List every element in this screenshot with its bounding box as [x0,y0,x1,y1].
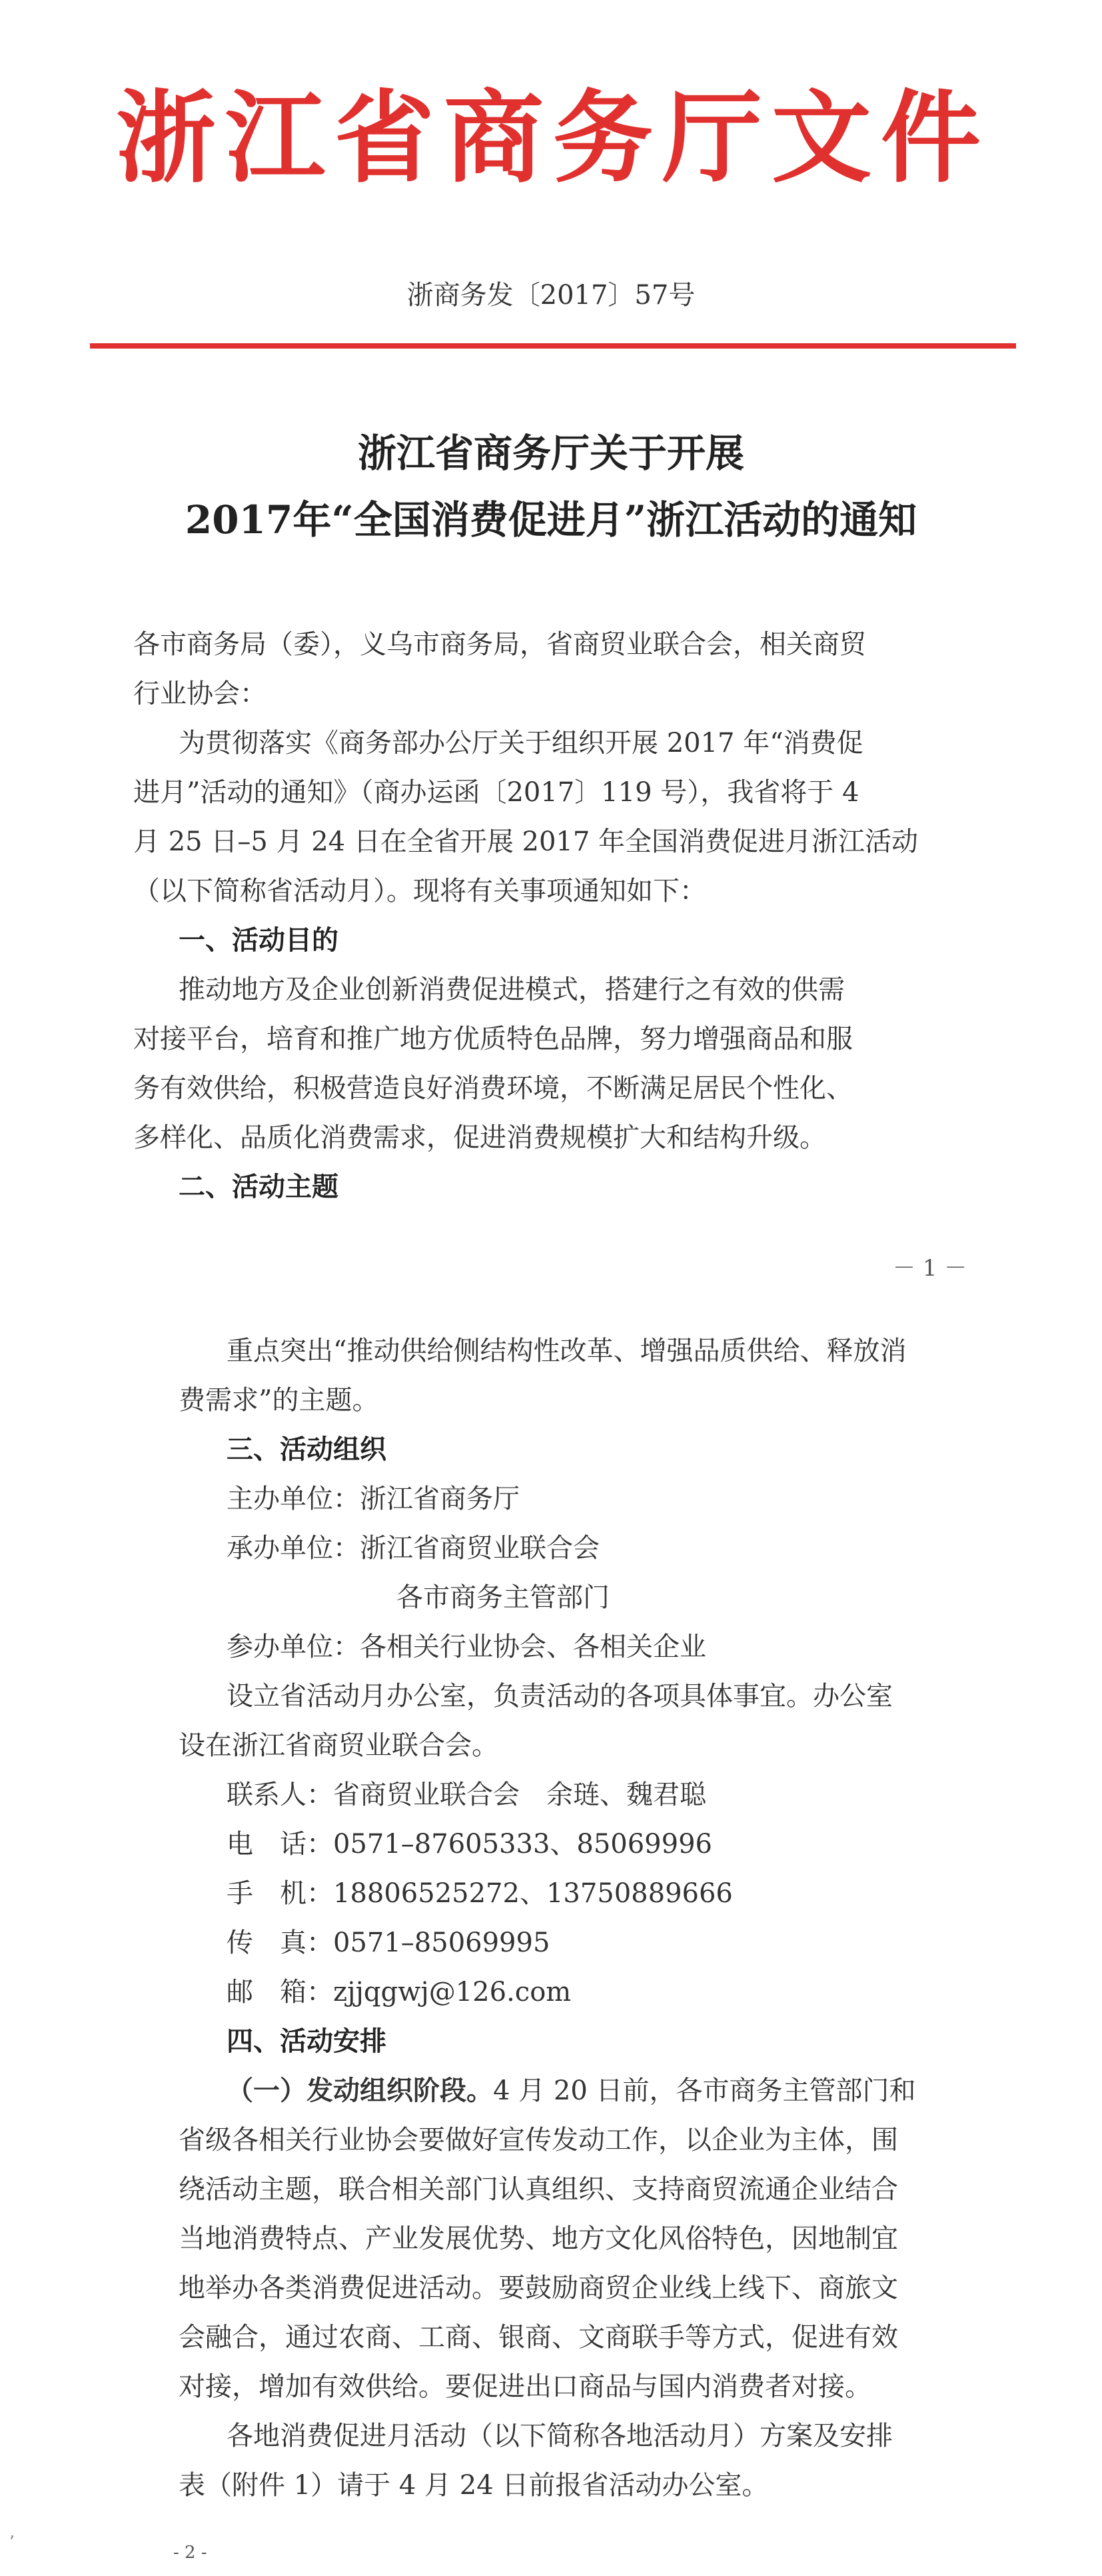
salutation-line-2: 行业协会： [133,678,267,709]
page-number-1: － 1 － [893,1255,967,1282]
plan-paragraph-line: 表（附件 1）请于 4 月 24 日前报省活动办公室。 [179,2470,769,2501]
theme-paragraph-line: 费需求”的主题。 [179,1385,379,1416]
purpose-paragraph-line: 对接平台，培育和推广地方优质特色品牌，努力增强商品和服 [133,1024,853,1054]
section-heading-theme: 二、活动主题 [179,1171,338,1202]
stage1-paragraph-line: 对接，增加有效供给。要促进出口商品与国内消费者对接。 [179,2371,871,2402]
notice-title-line-2: 2017年“全国消费促进月”浙江活动的通知 [185,497,917,543]
intro-paragraph-line: （以下简称省活动月）。现将有关事项通知如下： [133,876,706,906]
stage1-paragraph-line: 地举办各类消费促进活动。要鼓励商贸企业线上线下、商旅文 [179,2273,898,2303]
header-red-divider [90,343,1016,349]
intro-paragraph-line: 为贯彻落实《商务部办公厅关于组织开展 2017 年“消费促 [179,728,863,758]
contact-mobile: 手 机：18806525272、13750889666 [227,1878,733,1909]
document-page-2 [0,1266,1102,2576]
document-header-title: 浙江省商务厅文件 [115,81,990,197]
section-heading-organization: 三、活动组织 [227,1434,386,1465]
office-paragraph-line: 设在浙江省商贸业联合会。 [179,1730,498,1761]
purpose-paragraph-line: 多样化、品质化消费需求，促进消费规模扩大和结构升级。 [133,1122,826,1153]
stage1-paragraph-line: 绕活动主题，联合相关部门认真组织、支持商贸流通企业结合 [179,2174,898,2205]
contact-person: 联系人：省商贸业联合会 余琏、魏君聪 [227,1780,706,1810]
participant-units: 参办单位：各相关行业协会、各相关企业 [227,1632,706,1662]
intro-paragraph-line: 进月”活动的通知》（商办运函〔2017〕119 号），我省将于 4 [133,777,859,808]
intro-paragraph-line: 月 25 日–5 月 24 日在全省开展 2017 年全国消费促进月浙江活动 [133,826,919,857]
contact-fax: 传 真：0571–85069995 [227,1928,550,1958]
contact-email: 邮 箱：zjjqgwj@126.com [227,1977,572,2007]
margin-mark: ’ [9,2533,15,2551]
stage1-first-text: 4 月 20 日前，各市商务主管部门和 [493,2075,916,2106]
stage1-paragraph-line: 会融合，通过农商、工商、银商、文商联手等方式，促进有效 [179,2322,898,2353]
document-page-1 [0,0,1102,1282]
organizer-unit: 承办单位：浙江省商贸业联合会 [227,1533,600,1564]
contact-phone: 电 话：0571–87605333、85069996 [227,1829,712,1860]
stage1-paragraph-line [227,2066,916,2115]
stage1-heading: （一）发动组织阶段。 [227,2075,493,2106]
host-unit: 主办单位：浙江省商务厅 [227,1484,520,1514]
purpose-paragraph-line: 推动地方及企业创新消费促进模式，搭建行之有效的供需 [179,974,845,1005]
page-number-2: - 2 - [173,2543,207,2563]
theme-paragraph-line: 重点突出“推动供给侧结构性改革、增强品质供给、释放消 [227,1336,907,1366]
stage1-paragraph-line: 省级各相关行业协会要做好宣传发动工作，以企业为主体，围 [179,2125,898,2155]
document-number: 浙商务发〔2017〕57号 [406,280,696,311]
section-heading-purpose: 一、活动目的 [179,924,338,956]
organizer-unit-2: 各市商务主管部门 [396,1582,610,1613]
section-heading-arrangement: 四、活动安排 [227,2025,386,2057]
stage1-paragraph-line: 当地消费特点、产业发展优势、地方文化风俗特色，因地制宜 [179,2223,898,2254]
notice-title-line-1: 浙江省商务厅关于开展 [357,431,744,476]
office-paragraph-line: 设立省活动月办公室，负责活动的各项具体事宜。办公室 [227,1681,893,1712]
purpose-paragraph-line: 务有效供给，积极营造良好消费环境，不断满足居民个性化、 [133,1073,853,1104]
salutation-line-1: 各市商务局（委），义乌市商务局，省商贸业联合会，相关商贸 [133,629,866,660]
plan-paragraph-line: 各地消费促进月活动（以下简称各地活动月）方案及安排 [227,2421,893,2451]
